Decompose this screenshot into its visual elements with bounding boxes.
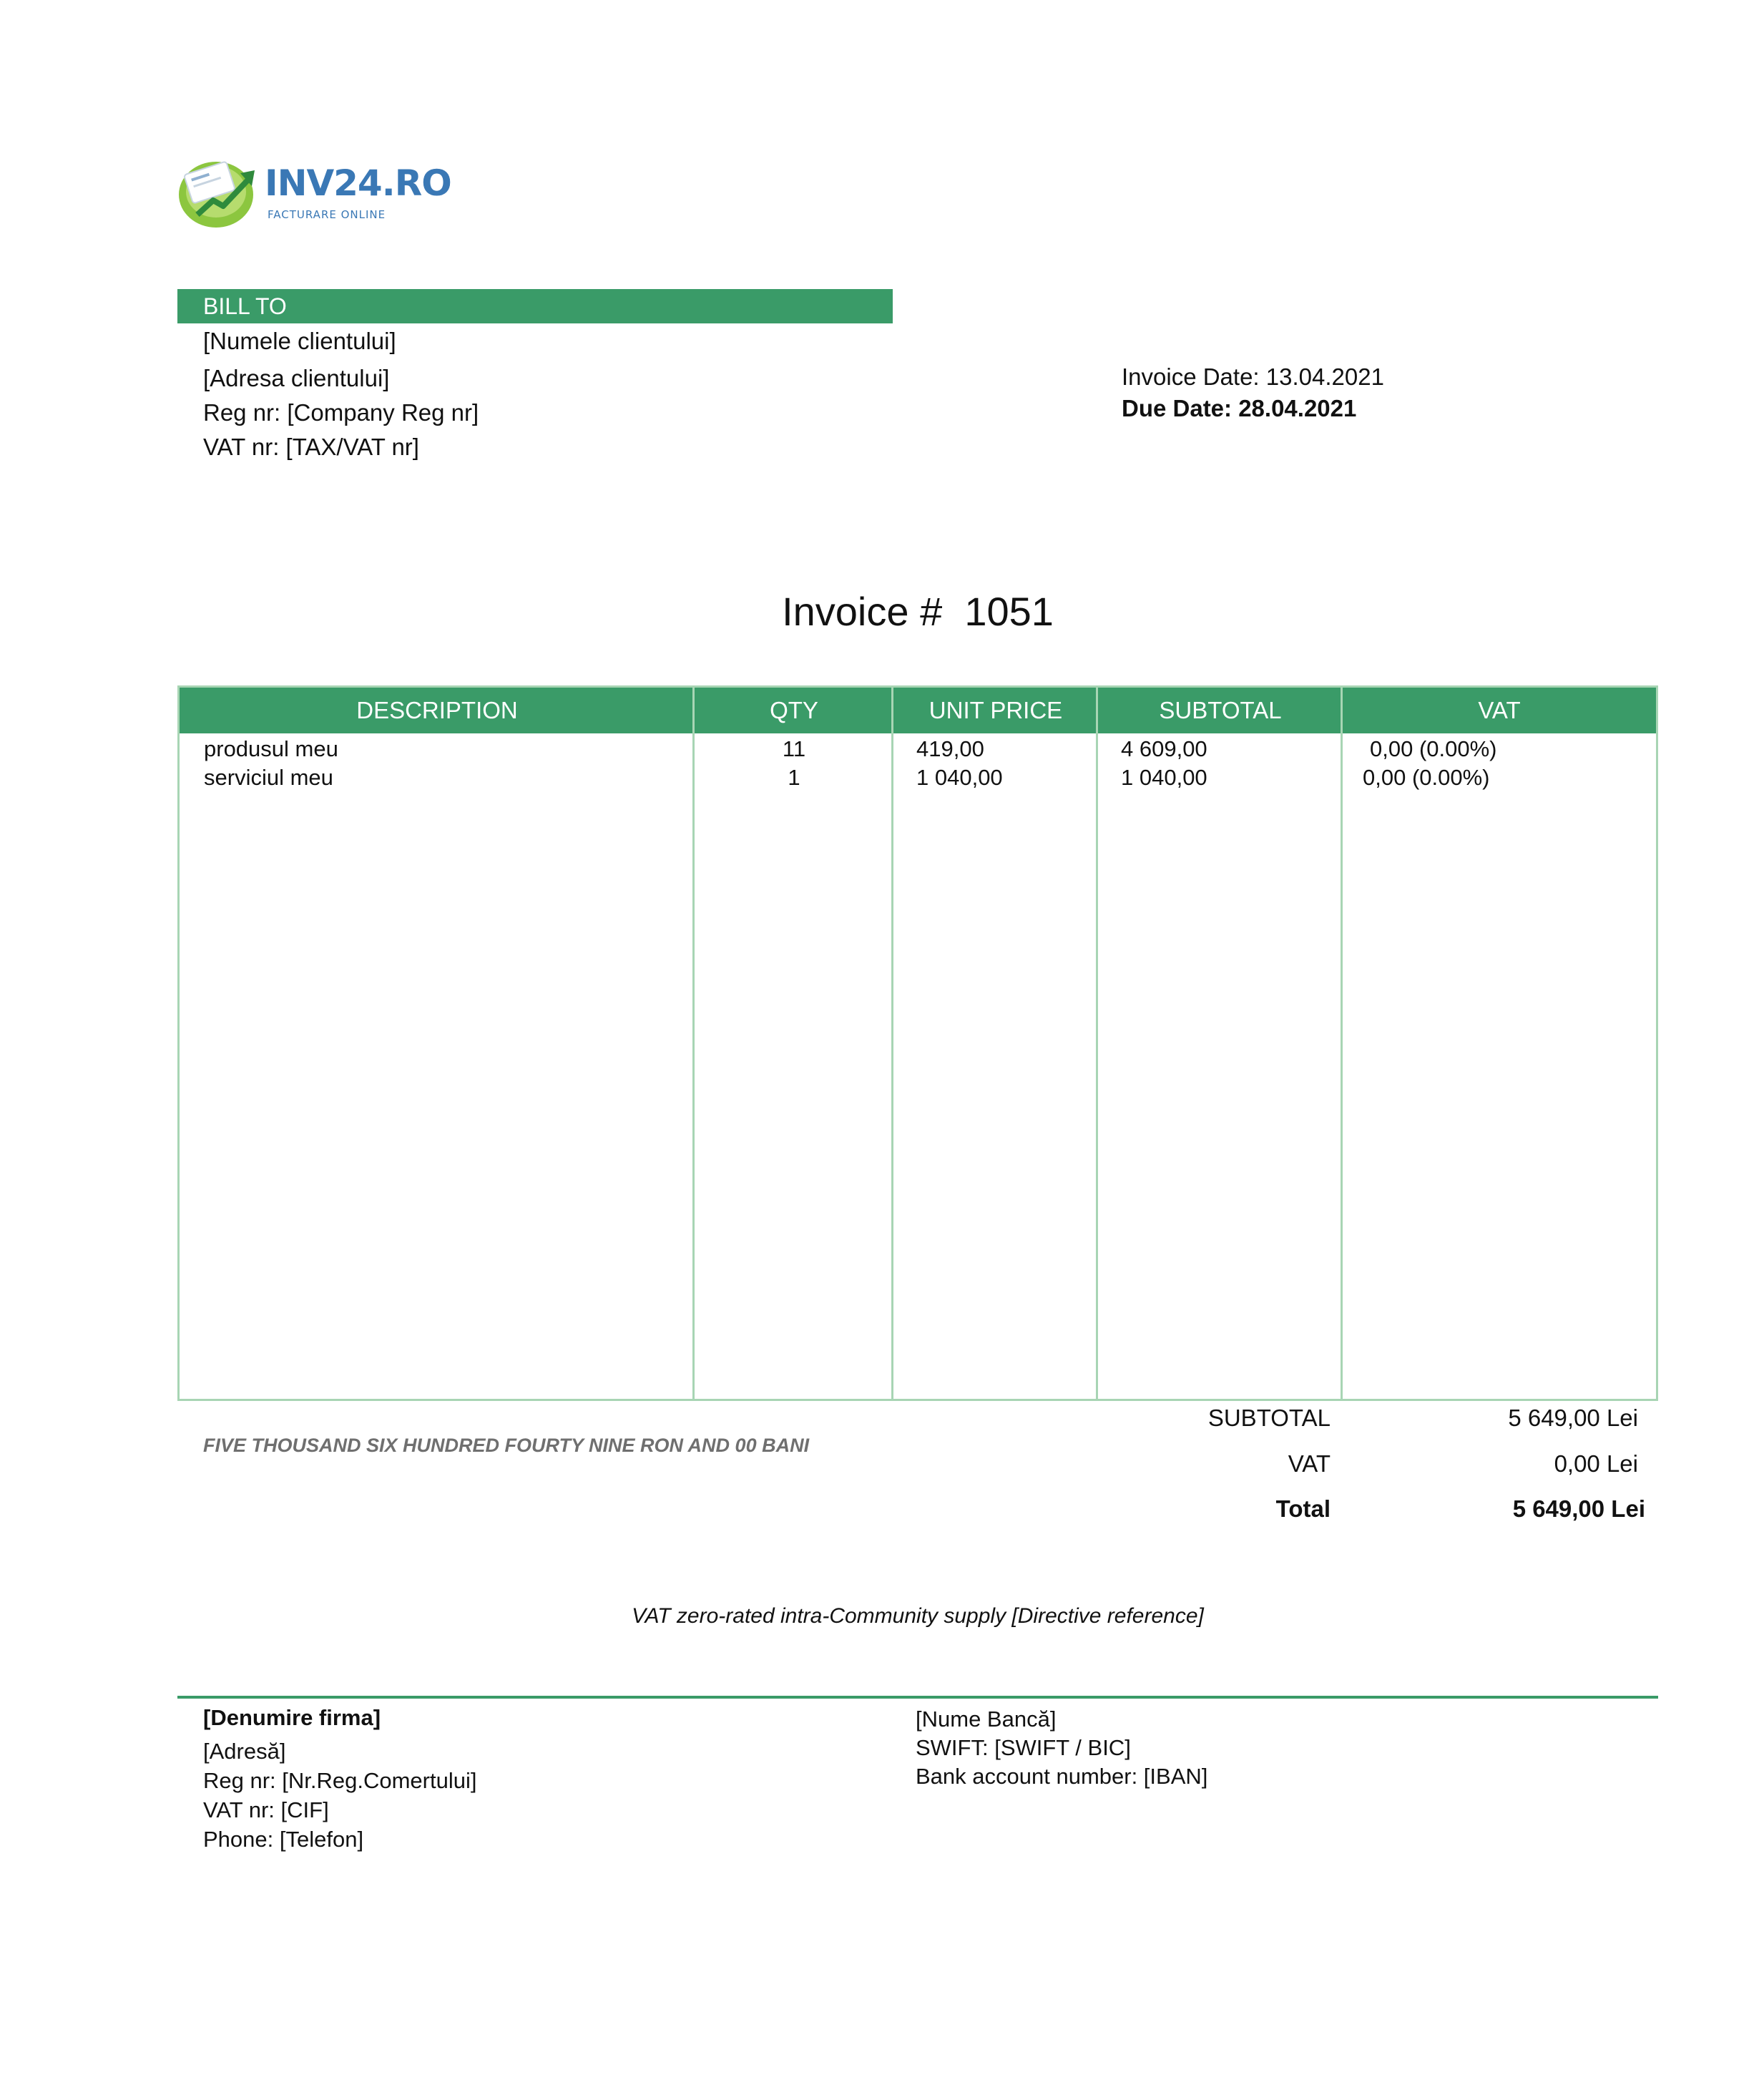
footer-company-phone: Phone: [Telefon] [203, 1827, 364, 1852]
vat-exemption-note: VAT zero-rated intra-Community supply [Directive reference] [632, 1604, 1204, 1628]
vat-total-value: 0,00 Lei [1554, 1450, 1638, 1477]
footer-company-name: [Denumire firma] [203, 1705, 381, 1730]
row-1-subtotal: 4 609,00 [1121, 736, 1207, 761]
footer-bank-swift: SWIFT: [SWIFT / BIC] [916, 1735, 1131, 1760]
subtotal-value: 5 649,00 Lei [1508, 1405, 1638, 1431]
col-header-description: DESCRIPTION [180, 688, 695, 733]
company-logo [177, 157, 451, 229]
footer-bank-name: [Nume Bancă] [916, 1706, 1057, 1732]
column-divider [891, 688, 893, 1399]
bill-to-heading: BILL TO [177, 289, 893, 323]
column-divider [1341, 688, 1343, 1399]
invoice-number: 1051 [964, 589, 1054, 634]
row-1-vat: 0,00 (0.00%) [1370, 736, 1497, 761]
footer-company-address: [Adresă] [203, 1739, 286, 1764]
row-1-unit-price: 419,00 [916, 736, 984, 761]
footer-company-vat-nr: VAT nr: [CIF] [203, 1797, 329, 1822]
due-date: Due Date: 28.04.2021 [1122, 395, 1357, 421]
col-header-qty: QTY [695, 688, 893, 733]
amount-in-words: FIVE THOUSAND SIX HUNDRED FOURTY NINE RON AND 00 BANI [203, 1435, 810, 1456]
row-1-description: produsul meu [204, 736, 338, 761]
row-2-description: serviciul meu [204, 765, 333, 790]
col-header-vat: VAT [1343, 688, 1656, 733]
footer-divider [177, 1696, 1658, 1699]
invoice-arrow-icon [177, 157, 258, 229]
subtotal-label: SUBTOTAL [1207, 1405, 1331, 1431]
client-name: [Numele clientului] [203, 328, 396, 354]
row-2-qty: 1 [788, 765, 800, 790]
row-1-qty: 11 [782, 736, 806, 761]
row-2-unit-price: 1 040,00 [916, 765, 1003, 790]
row-2-vat: 0,00 (0.00%) [1363, 765, 1490, 790]
grand-total-value: 5 649,00 Lei [1512, 1495, 1645, 1522]
column-divider [692, 688, 695, 1399]
items-table [177, 685, 1658, 1401]
row-2-subtotal: 1 040,00 [1121, 765, 1207, 790]
footer-company-reg-nr: Reg nr: [Nr.Reg.Comertului] [203, 1768, 477, 1793]
vat-total-label: VAT [1288, 1450, 1331, 1477]
column-divider [1096, 688, 1098, 1399]
invoice-date: Invoice Date: 13.04.2021 [1122, 363, 1384, 390]
invoice-label: Invoice # [782, 589, 943, 634]
logo-wordmark: INV24.RO [265, 162, 451, 204]
col-header-unit-price: UNIT PRICE [893, 688, 1098, 733]
client-address: [Adresa clientului] [203, 365, 390, 391]
footer-bank-iban: Bank account number: [IBAN] [916, 1764, 1208, 1789]
grand-total-label: Total [1275, 1495, 1331, 1522]
col-header-subtotal: SUBTOTAL [1098, 688, 1343, 733]
logo-tagline: FACTURARE ONLINE [268, 208, 386, 221]
client-reg-nr: Reg nr: [Company Reg nr] [203, 399, 479, 426]
client-vat-nr: VAT nr: [TAX/VAT nr] [203, 434, 419, 460]
invoice-title [0, 587, 1764, 637]
